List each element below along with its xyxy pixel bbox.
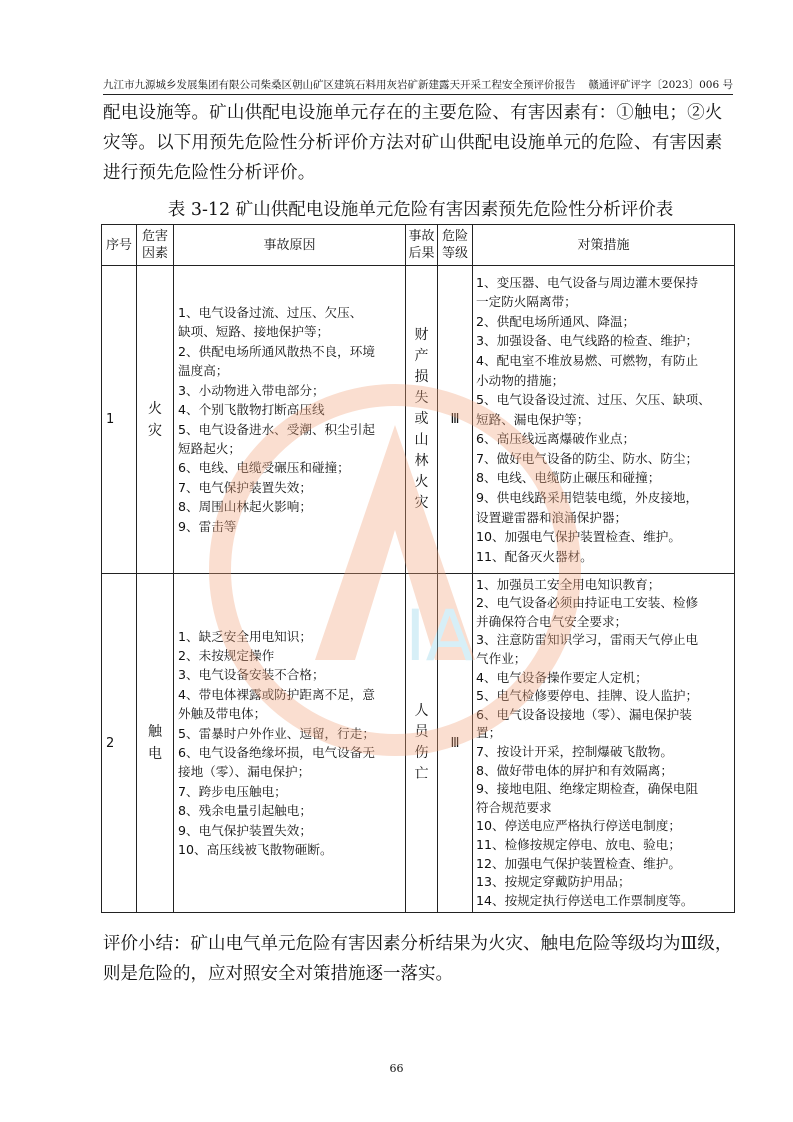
cause-line: 9、雷击等	[178, 518, 237, 534]
measure-line: 一定防火隔离带；	[476, 294, 577, 310]
measure-line: 12、加强电气保护装置检查、维护。	[476, 855, 681, 871]
consequence-char: 产	[414, 348, 429, 364]
table-header-row	[102, 225, 735, 266]
hazard-cell	[137, 574, 174, 913]
cause-line: 7、电气保护装置失效；	[178, 479, 312, 495]
hazard-cell	[137, 266, 174, 574]
measures-cell	[473, 266, 735, 574]
header-hazard-line1: 危害	[141, 229, 168, 244]
running-header	[103, 78, 733, 92]
intro-paragraph: 配电设施等。矿山供配电设施单元存在的主要危险、有害因素有：①触电；②火灾等。以下用预先危险性分析评价方法对矿山供配电设施单元的危险、有害因素进行预先危险性分析评价。	[103, 103, 723, 183]
cause-line: 7、跨步电压触电；	[178, 783, 287, 799]
measure-line: 并确保符合电气安全要求；	[476, 613, 628, 629]
cause-line: 9、电气保护装置失效；	[178, 822, 312, 838]
measure-line: 3、注意防雷知识学习，雷雨天气停止电	[476, 632, 699, 648]
measure-line: 1、变压器、电气设备与周边灌木要保持	[476, 274, 699, 290]
measure-line: 小动物的措施；	[476, 372, 565, 388]
header-cause: 事故原因	[174, 225, 406, 266]
cause-line: 缺项、短路、接地保护等；	[178, 324, 330, 340]
measure-line: 11、检修按规定停电、放电、验电；	[476, 836, 681, 852]
table-row-fire	[102, 266, 735, 574]
measure-line: 10、停送电应严格执行停送电制度；	[476, 818, 681, 834]
cause-line: 5、电气设备进水、受潮、积尘引起	[178, 421, 375, 437]
measure-line: 8、做好带电体的屏护和有效隔离；	[476, 762, 673, 778]
measure-line: 6、高压线远离爆破作业点；	[476, 431, 636, 447]
cause-line: 2、供配电场所通风散热不良，环境	[178, 343, 375, 359]
measure-line: 气作业；	[476, 651, 527, 667]
row-number: 2	[102, 574, 137, 913]
hazard-char: 灾	[148, 422, 162, 439]
cause-line: 温度高；	[178, 363, 229, 379]
cause-line: 8、残余电量引起触电；	[178, 803, 312, 819]
row-number: 1	[102, 266, 137, 574]
cause-line: 4、个别飞散物打断高压线	[178, 402, 325, 418]
seal-letters: IA	[405, 595, 474, 677]
measure-line: 置；	[476, 725, 502, 741]
header-no: 序号	[102, 225, 137, 266]
header-doc-number: 赣通评矿评字〔2023〕006 号	[588, 79, 733, 91]
measure-line: 7、做好电气设备的防尘、防水、防尘；	[476, 450, 699, 466]
header-consequence	[406, 225, 438, 266]
consequence-char: 亡	[414, 766, 429, 782]
header-title: 九江市九源城乡发展集团有限公司柴桑区朝山矿区建筑石料用灰岩矿新建露天开采工程安全预评价报告	[103, 79, 576, 91]
measure-line: 设置避雷器和浪涌保护器；	[476, 509, 628, 525]
cause-line: 接地（零）、漏电保护；	[178, 764, 311, 780]
hazard-char: 火	[148, 400, 162, 417]
measure-line: 6、电气设备设接地（零）、漏电保护装	[476, 706, 692, 722]
consequence-char: 伤	[414, 745, 429, 761]
summary-paragraph: 评价小结：矿山电气单元危险有害因素分析结果为火灾、触电危险等级均为Ⅲ级，则是危险的，应对照安全对策措施逐一落实。	[103, 934, 733, 984]
cause-line: 2、未按规定操作	[178, 647, 275, 663]
consequence-cell	[406, 266, 438, 574]
measure-line: 1、加强员工安全用电知识教育；	[476, 576, 661, 592]
cause-line: 10、高压线被飞散物砸断。	[178, 842, 333, 858]
causes-cell	[174, 574, 406, 913]
measure-line: 9、供电线路采用铠装电缆，外皮接地，	[476, 490, 699, 506]
hazard-analysis-table	[101, 224, 735, 913]
consequence-char: 灾	[414, 495, 429, 511]
header-level-line1: 危险	[441, 229, 468, 244]
header-cons-line2: 后果	[408, 246, 435, 261]
causes-cell	[174, 266, 406, 574]
consequence-char: 失	[414, 390, 429, 406]
consequence-char: 山	[414, 432, 429, 448]
measure-line: 13、按规定穿戴防护用品；	[476, 874, 631, 890]
measure-line: 14、按规定执行停送电工作票制度等。	[476, 892, 694, 908]
measure-line: 5、电气检修要停电、挂牌、设人监护；	[476, 688, 699, 704]
cause-line: 5、雷暴时户外作业、逗留，行走；	[178, 725, 375, 741]
measure-line: 短路、漏电保护等；	[476, 411, 590, 427]
cause-line: 1、电气设备过流、过压、欠压、	[178, 305, 363, 321]
cause-line: 8、周围山林起火影响；	[178, 499, 312, 515]
consequence-cell	[406, 574, 438, 913]
table-caption: 表 3-12 矿山供配电设施单元危险有害因素预先危险性分析评价表	[167, 200, 674, 220]
cause-line: 3、电气设备安装不合格；	[178, 667, 325, 683]
header-hazard	[137, 225, 174, 266]
header-measures: 对策措施	[473, 225, 735, 266]
header-level	[438, 225, 473, 266]
measure-line: 2、供配电场所通风、降温；	[476, 313, 636, 329]
cause-line: 6、电线、电缆受碾压和碰撞；	[178, 460, 350, 476]
cause-line: 1、缺乏安全用电知识；	[178, 628, 312, 644]
header-rule	[103, 94, 733, 95]
danger-level: Ⅲ	[438, 574, 473, 913]
measure-line: 符合规范要求	[476, 799, 552, 815]
measure-line: 3、加强设备、电气线路的检查、维护；	[476, 333, 699, 349]
table-row-electric-shock	[102, 574, 735, 913]
hazard-char: 电	[148, 746, 162, 762]
consequence-char: 林	[414, 453, 429, 469]
danger-level: Ⅲ	[438, 266, 473, 574]
cause-line: 6、电气设备绝缘坏损，电气设备无	[178, 745, 375, 760]
header-level-line2: 等级	[441, 246, 468, 261]
header-cons-line1: 事故	[408, 229, 435, 244]
consequence-char: 火	[414, 474, 429, 490]
measure-line: 8、电线、电缆防止碾压和碰撞；	[476, 470, 661, 486]
cause-line: 外触及带电体；	[178, 706, 267, 722]
hazard-char: 触	[148, 724, 162, 740]
consequence-char: 财	[414, 327, 429, 343]
cause-line: 4、带电体裸露或防护距离不足，意	[178, 686, 375, 702]
measure-line: 4、配电室不堆放易燃、可燃物，有防止	[476, 352, 699, 368]
consequence-char: 损	[414, 369, 429, 385]
measure-line: 9、接地电阻、绝缘定期检查，确保电阻	[476, 781, 699, 797]
header-hazard-line2: 因素	[141, 246, 168, 261]
consequence-char: 或	[414, 411, 429, 427]
consequence-char: 员	[414, 724, 429, 740]
measure-line: 7、按设计开采，控制爆破飞散物。	[476, 744, 673, 759]
page-number: 66	[389, 1062, 404, 1075]
cause-line: 短路起火；	[178, 440, 241, 456]
consequence-char: 人	[414, 703, 429, 719]
measure-line: 5、电气设备设过流、过压、欠压、缺项、	[476, 392, 711, 408]
measure-line: 10、加强电气保护装置检查、维护。	[476, 529, 681, 545]
measure-line: 11、配备灭火器材。	[476, 548, 593, 564]
cause-line: 3、小动物进入带电部分；	[178, 382, 325, 398]
measures-cell	[473, 574, 735, 913]
measure-line: 4、电气设备操作要定人定机；	[476, 669, 648, 685]
measure-line: 2、电气设备必须由持证电工安装、检修	[476, 595, 699, 611]
